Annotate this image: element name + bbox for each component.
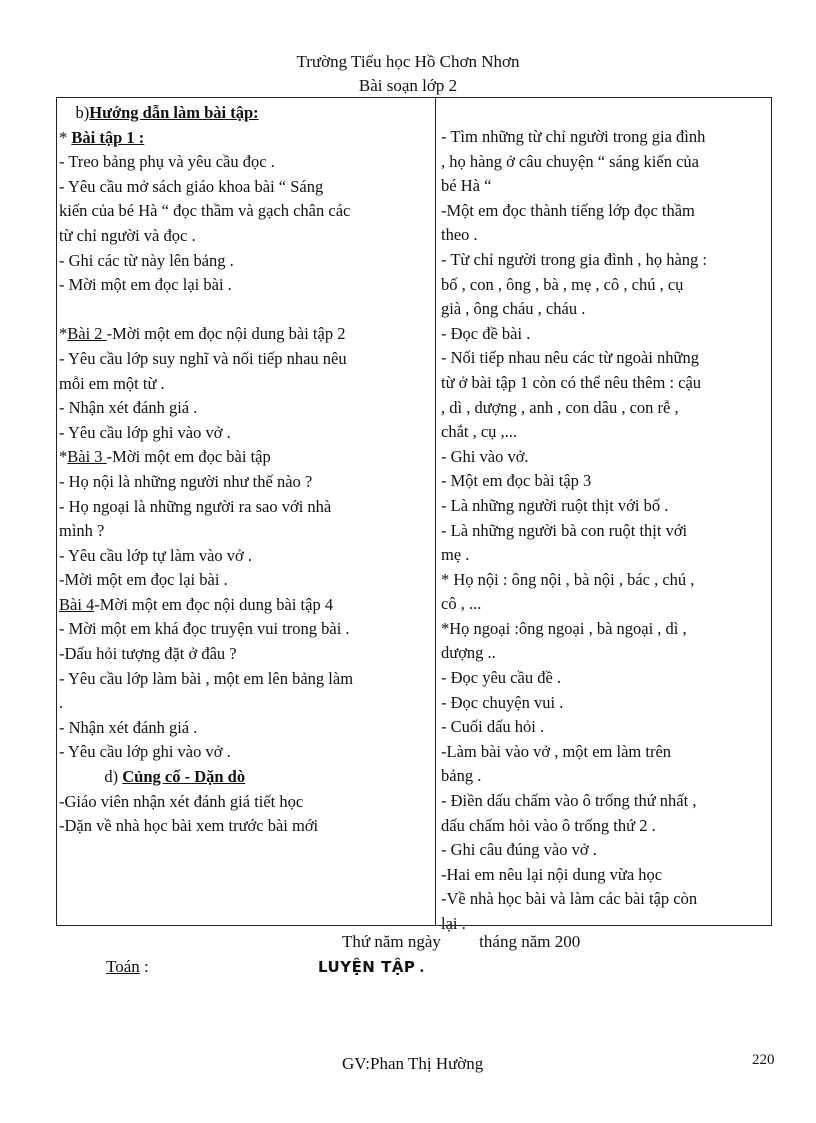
lesson-date: Thứ năm ngày tháng năm 200: [342, 932, 581, 951]
text-line: kiến của bé Hà “ đọc thầm và gạch chân các: [59, 201, 351, 221]
text-line: dấu chấm hỏi vào ô trống thứ 2 .: [441, 815, 656, 835]
text-line: mình ?: [59, 521, 105, 541]
text-line: từ chỉ người và đọc .: [59, 225, 196, 245]
text-line: bố , con , ông , bà , mẹ , cô , chú , cụ: [441, 274, 684, 294]
subject-label: Toán :: [106, 957, 149, 976]
text-line: - Ghi vào vở.: [441, 446, 529, 466]
text-line: -Dấu hỏi tượng đặt ở đâu ?: [59, 644, 237, 664]
text-line: -Về nhà học bài và làm các bài tập còn: [441, 889, 698, 909]
text-line: * Họ nội : ông nội , bà nội , bác , chú ,: [441, 569, 695, 589]
text-line: - Họ ngoại là những người ra sao với nhà: [59, 496, 332, 516]
text-line: - Là những người ruột thịt với bố .: [441, 495, 669, 515]
text-line: theo .: [441, 225, 478, 245]
text-line: - Nhận xét đánh giá .: [59, 717, 198, 737]
text-line: - Yêu cầu lớp tự làm vào vở .: [59, 545, 253, 565]
lesson-table: [56, 97, 772, 933]
exercise-2-heading: *Bài 2 -Mời một em đọc nội dung bài tập 2: [59, 324, 346, 344]
text-line: .: [59, 693, 64, 713]
exercise-3-heading: *Bài 3 -Mời một em đọc bài tập: [59, 447, 271, 467]
text-line: - Điền dấu chấm vào ô trống thứ nhất ,: [441, 791, 697, 811]
text-line: chắt , cụ ,...: [441, 422, 518, 442]
teacher-name: GV:Phan Thị Hường: [342, 1054, 484, 1073]
text-line: - Nhận xét đánh giá .: [59, 398, 198, 418]
text-line: - Yêu cầu lớp ghi vào vở .: [59, 422, 231, 442]
text-line: - Mời một em đọc lại bài .: [59, 275, 232, 295]
text-line: - Yêu cầu mở sách giáo khoa bài “ Sáng: [59, 176, 324, 196]
text-line: - Một em đọc bài tập 3: [441, 471, 592, 491]
text-line: mẹ .: [441, 545, 470, 565]
text-line: - Yêu cầu lớp suy nghĩ và nối tiếp nhau nêu: [59, 348, 347, 368]
teacher-column: [59, 98, 431, 839]
lesson-title: LUYỆN TẬP .: [318, 957, 424, 976]
text-line: -Một em đọc thành tiếng lớp đọc thầm: [441, 200, 695, 220]
text-line: -Mời một em đọc lại bài .: [59, 570, 228, 590]
text-line: - Họ nội là những người như thế nào ?: [59, 471, 313, 491]
document-subtitle: Bài soạn lớp 2: [358, 76, 458, 95]
text-line: dượng ..: [441, 643, 496, 663]
text-line: - Ghi câu đúng vào vở .: [441, 840, 597, 860]
page-number: 220: [752, 1052, 775, 1068]
text-line: - Mời một em khá đọc truyện vui trong bài .: [59, 619, 350, 639]
text-line: - Treo bảng phụ và yêu cầu đọc .: [59, 152, 275, 172]
text-line: bảng .: [441, 766, 482, 786]
school-name: Trường Tiểu học Hồ Chơn Nhơn: [296, 52, 520, 71]
spacer: [59, 298, 431, 323]
text-line: - Là những người bà con ruột thịt với: [441, 520, 688, 540]
section-heading-d: d) Củng cố - Dặn dò: [104, 767, 246, 787]
text-line: - Yêu cầu lớp ghi vào vở .: [59, 742, 231, 762]
section-title: Hướng dẫn làm bài tập:: [89, 103, 259, 122]
text-line: - Cuối dấu hỏi .: [441, 717, 545, 737]
text-line: - Đọc chuyện vui .: [441, 692, 564, 712]
text-line: - Ghi các từ này lên bảng .: [59, 250, 234, 270]
text-line: - Từ chỉ người trong gia đình , họ hàng :: [441, 249, 707, 269]
text-line: - Tìm những từ chỉ người trong gia đình: [441, 127, 706, 146]
text-line: - Nối tiếp nhau nêu các từ ngoài những: [441, 348, 699, 368]
column-divider: [435, 98, 436, 925]
text-line: - Yêu cầu lớp làm bài , một em lên bảng làm: [59, 668, 354, 688]
text-line: *Họ ngoại :ông ngoại , bà ngoại , dì ,: [441, 618, 687, 638]
text-line: lại .: [441, 914, 466, 933]
section-heading-b: b)Hướng dẫn làm bài tập:: [75, 103, 259, 122]
text-line: -Giáo viên nhận xét đánh giá tiết học: [59, 791, 304, 811]
text-line: -Dặn về nhà học bài xem trước bài mới: [59, 816, 319, 836]
text-line: mỗi em một từ .: [59, 373, 165, 393]
text-line: , họ hàng ở câu chuyện “ sáng kiến của: [441, 151, 699, 171]
text-line: -Làm bài vào vở , một em làm trên: [441, 741, 672, 761]
student-column: [441, 98, 771, 937]
text-line: - Đọc đề bài .: [441, 323, 531, 343]
text-line: bé Hà “: [441, 176, 492, 196]
exercise-1-heading: * Bài tập 1 :: [59, 127, 145, 147]
text-line: già , ông cháu , cháu .: [441, 299, 586, 319]
exercise-4-heading: Bài 4-Mời một em đọc nội dung bài tập 4: [59, 594, 334, 614]
text-line: - Đọc yêu cầu đề .: [441, 668, 562, 688]
text-line: , dì , dượng , anh , con dâu , con rễ ,: [441, 397, 679, 417]
text-line: -Hai em nêu lại nội dung vừa học: [441, 864, 663, 884]
text-line: cô , ...: [441, 594, 482, 614]
text-line: từ ở bài tập 1 còn có thể nêu thêm : cậu: [441, 372, 702, 392]
